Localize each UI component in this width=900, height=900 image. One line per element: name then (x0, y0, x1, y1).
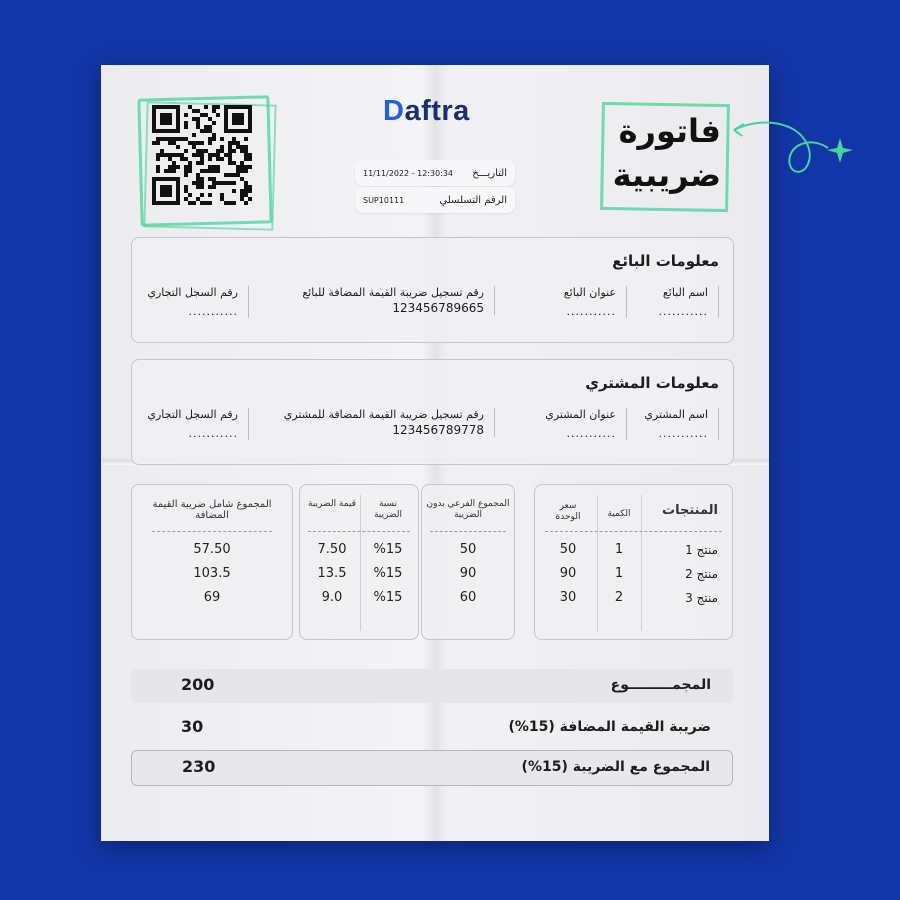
subtotal-header: المجموع الفرعي بدون الضريبة (426, 499, 510, 520)
products-divider-1 (597, 495, 598, 631)
logo-d: D (383, 95, 405, 127)
product-row-3-qty: 2 (614, 590, 624, 605)
seller-address-field (564, 286, 627, 318)
tax-value-row-2: 13.5 (317, 566, 347, 581)
seller-cr-field (147, 286, 249, 318)
product-row-1-qty: 1 (614, 542, 624, 557)
buyer-address-label: عنوان المشتري (545, 408, 616, 421)
tax-rate-header: نسبة الضريبة (373, 499, 403, 520)
buyer-cr-label: رقم السجل التجاري (147, 408, 238, 421)
serial-pill (355, 187, 515, 213)
buyer-address-value: ........... (566, 427, 616, 440)
totals-sum-row (131, 669, 733, 703)
subtotal-row-2: 90 (459, 566, 477, 581)
seller-name-label: اسم البائع (662, 286, 708, 299)
sum-label: المجمـــــــــوع (610, 677, 711, 693)
seller-info-box (131, 237, 734, 343)
products-header: المنتجات (662, 503, 718, 518)
logo-text: aftra (404, 95, 470, 127)
product-row-2-price: 90 (559, 566, 577, 581)
total-row-3: 69 (203, 590, 221, 605)
total-incl-vat-header: المجموع شامل ضريبة القيمة المضافة (152, 499, 272, 521)
products-header-rule (545, 531, 722, 532)
total-header-rule (152, 531, 272, 532)
total-row-1: 57.50 (193, 542, 231, 557)
totals-vat-row (131, 711, 733, 745)
tax-table (299, 484, 419, 640)
buyer-address-field (545, 408, 627, 440)
buyer-name-field (644, 408, 719, 440)
tax-rate-row-3: %15 (373, 590, 403, 605)
buyer-vat-label: رقم تسجيل ضريبة القيمة المضافة للمشتري (283, 408, 484, 421)
qr-code-icon (152, 105, 252, 205)
product-row-1-price: 50 (559, 542, 577, 557)
buyer-name-value: ........... (658, 427, 708, 440)
subtotal-row-3: 60 (459, 590, 477, 605)
tax-value-header: قيمة الضريبة (308, 499, 356, 509)
grand-total-label: المجموع مع الضريبة (15%) (521, 759, 710, 775)
serial-label: الرقم التسلسلي (439, 194, 507, 206)
total-incl-vat-table (131, 484, 293, 640)
vat-label: ضريبة القيمة المضافة (15%) (508, 719, 711, 735)
invoice-paper (101, 65, 769, 841)
products-divider-2 (641, 495, 642, 631)
invoice-title (613, 109, 721, 197)
buyer-vat-value: 123456789778 (392, 423, 484, 437)
seller-vat-value: 123456789665 (392, 301, 484, 315)
subtotal-header-rule (430, 531, 506, 532)
product-row-2-qty: 1 (614, 566, 624, 581)
product-row-3-name: منتج 3 (685, 591, 718, 605)
invoice-title-line2: ضريبية (612, 156, 721, 194)
tax-header-rule (308, 531, 410, 532)
seller-vat-field (302, 286, 495, 315)
seller-name-value: ........... (658, 305, 708, 318)
seller-cr-label: رقم السجل التجاري (147, 286, 238, 299)
seller-heading: معلومات البائع (612, 252, 719, 270)
product-row-1-name: منتج 1 (685, 543, 718, 557)
buyer-cr-value: ........... (188, 427, 238, 440)
daftra-logo (383, 95, 470, 128)
seller-vat-label: رقم تسجيل ضريبة القيمة المضافة للبائع (302, 286, 484, 299)
tax-rate-row-2: %15 (373, 566, 403, 581)
qr-code-block (139, 97, 271, 225)
seller-address-value: ........... (566, 305, 616, 318)
invoice-title-line1: فاتورة (618, 112, 721, 150)
tax-value-row-3: 9.0 (321, 590, 343, 605)
date-pill (355, 160, 515, 186)
date-label: التاريـــخ (472, 167, 507, 179)
invoice-title-block (601, 103, 729, 211)
vat-value: 30 (181, 717, 204, 736)
buyer-heading: معلومات المشتري (585, 374, 719, 392)
tax-value-row-1: 7.50 (317, 542, 347, 557)
subtotal-row-1: 50 (459, 542, 477, 557)
buyer-vat-field (284, 408, 495, 437)
buyer-name-label: اسم المشتري (644, 408, 708, 421)
serial-value: SUP10111 (363, 195, 405, 205)
swirl-star-icon (730, 116, 860, 196)
tax-rate-row-1: %15 (373, 542, 403, 557)
product-row-2-name: منتج 2 (685, 567, 718, 581)
buyer-info-box (131, 359, 734, 465)
seller-address-label: عنوان البائع (563, 286, 616, 299)
total-row-2: 103.5 (193, 566, 231, 581)
date-value: 11/11/2022 - 12:30:34 (363, 168, 454, 178)
tax-divider (360, 495, 361, 631)
buyer-cr-field (147, 408, 249, 440)
sum-value: 200 (181, 675, 215, 694)
grand-total-value: 230 (182, 757, 216, 776)
seller-cr-value: ........... (188, 305, 238, 318)
products-table (534, 484, 733, 640)
product-row-3-price: 30 (559, 590, 577, 605)
unit-price-header: سعر الوحدة (555, 501, 581, 522)
qty-header: الكمية (607, 509, 631, 519)
subtotal-table (421, 484, 515, 640)
totals-grand-row (131, 750, 733, 786)
seller-name-field (659, 286, 719, 318)
